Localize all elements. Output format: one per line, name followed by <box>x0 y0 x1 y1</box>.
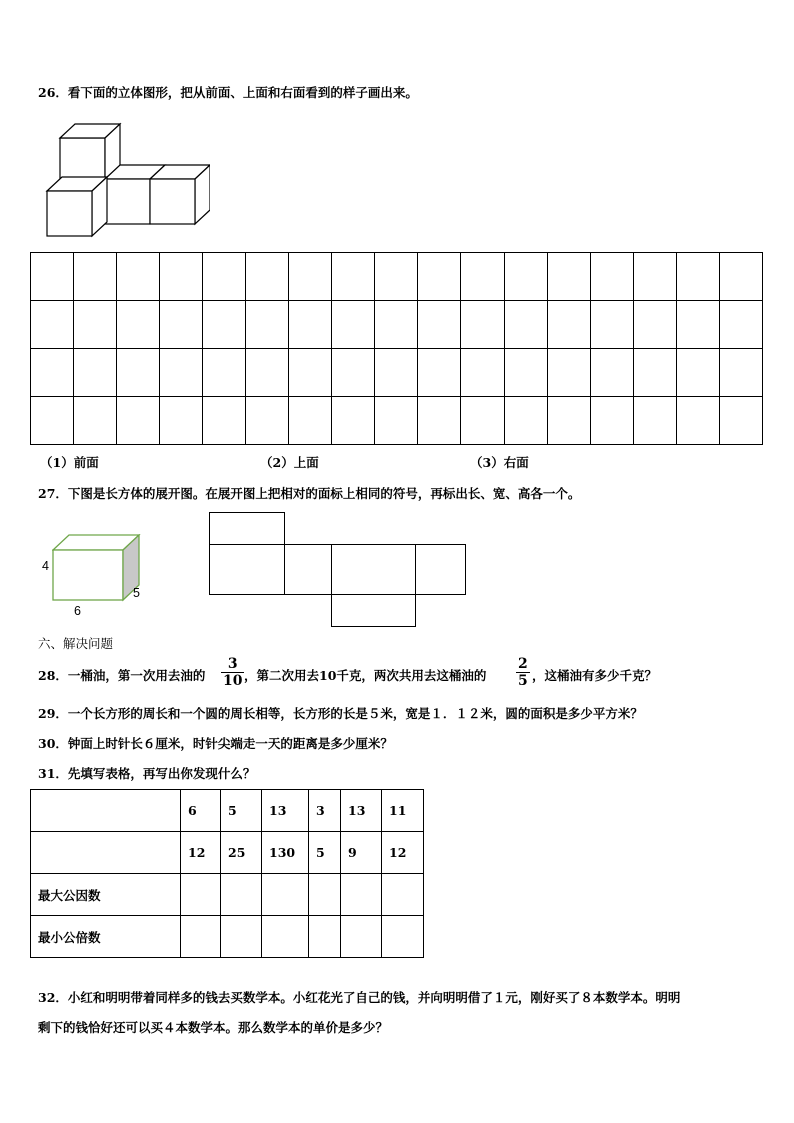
table-cell: 6 <box>181 790 221 832</box>
net-face-top <box>209 512 285 545</box>
table-cell: 5 <box>221 790 262 832</box>
question-27-text: 27．下图是长方体的展开图。在展开图上把相对的面标上相同的符号，再标出长、宽、高各一个。 <box>38 486 581 501</box>
answer-cell[interactable] <box>341 874 382 916</box>
fraction-3-10 <box>221 656 244 689</box>
table-row-label: 最大公因数 <box>31 874 181 916</box>
cuboid-height-label: 4 <box>42 559 49 573</box>
cuboid-length-label: 6 <box>74 604 81 618</box>
answer-cell[interactable] <box>382 874 424 916</box>
table-cell: 3 <box>309 790 341 832</box>
table-row <box>31 790 424 832</box>
fraction-numerator: 2 <box>518 656 528 672</box>
answer-cell[interactable] <box>309 916 341 958</box>
question-32-line2: 剩下的钱恰好还可以买４本数学本。那么数学本的单价是多少？ <box>38 1020 389 1035</box>
answer-cell[interactable] <box>181 874 221 916</box>
question-30-text: 30．钟面上时针长６厘米，时针尖端走一天的距离是多少厘米？ <box>38 736 393 751</box>
answer-cell[interactable] <box>221 874 262 916</box>
answer-cell[interactable] <box>221 916 262 958</box>
answer-cell[interactable] <box>262 874 309 916</box>
gcd-lcm-table <box>30 789 424 958</box>
question-29-text: 29．一个长方形的周长和一个圆的周长相等，长方形的长是５米，宽是１．１２米，圆的面积是多少平方米？ <box>38 706 643 721</box>
table-row-label: 最小公倍数 <box>31 916 181 958</box>
table-cell: 13 <box>341 790 382 832</box>
table-cell: 11 <box>382 790 424 832</box>
question-31-text: 31．先填写表格，再写出你发现什么？ <box>38 766 256 781</box>
view-label-right: （3）右面 <box>470 455 529 470</box>
question-28-part3: ，这桶油有多少千克？ <box>532 668 658 683</box>
view-label-front: （1）前面 <box>40 455 99 470</box>
cuboid-width-label: 5 <box>133 586 140 600</box>
table-row <box>31 874 424 916</box>
drawing-grid <box>30 252 763 445</box>
question-28-part1: 28．一桶油，第一次用去油的 <box>38 668 206 683</box>
net-face-front <box>209 544 285 595</box>
section-heading: 六、解决问题 <box>38 636 114 651</box>
cube-figure <box>40 118 210 243</box>
table-cell <box>31 832 181 874</box>
fraction-denominator: 5 <box>518 673 528 689</box>
fraction-2-5 <box>516 656 530 689</box>
table-row <box>31 916 424 958</box>
cuboid-figure <box>52 534 142 602</box>
net-face-side-left <box>284 544 332 595</box>
net-face-back <box>331 544 416 595</box>
view-label-top: （2）上面 <box>260 455 319 470</box>
table-row <box>31 832 424 874</box>
answer-cell[interactable] <box>262 916 309 958</box>
table-cell: 13 <box>262 790 309 832</box>
table-cell: 12 <box>181 832 221 874</box>
table-cell: 9 <box>341 832 382 874</box>
table-cell <box>31 790 181 832</box>
question-28-part2: ，第二次用去10千克，两次共用去这桶油的 <box>244 668 487 683</box>
fraction-numerator: 3 <box>227 656 238 672</box>
question-26-text: 26．看下面的立体图形，把从前面、上面和右面看到的样子画出来。 <box>38 85 418 100</box>
answer-cell[interactable] <box>309 874 341 916</box>
answer-cell[interactable] <box>382 916 424 958</box>
table-cell: 5 <box>309 832 341 874</box>
table-cell: 12 <box>382 832 424 874</box>
question-32-line1: 32．小红和明明带着同样多的钱去买数学本。小红花光了自己的钱，并向明明借了１元，刚好买了８本数学本。明明 <box>38 990 681 1005</box>
fraction-denominator: 10 <box>223 673 243 689</box>
answer-cell[interactable] <box>181 916 221 958</box>
table-cell: 25 <box>221 832 262 874</box>
net-face-bottom <box>331 594 416 627</box>
answer-cell[interactable] <box>341 916 382 958</box>
table-cell: 130 <box>262 832 309 874</box>
net-face-side-right <box>415 544 466 595</box>
